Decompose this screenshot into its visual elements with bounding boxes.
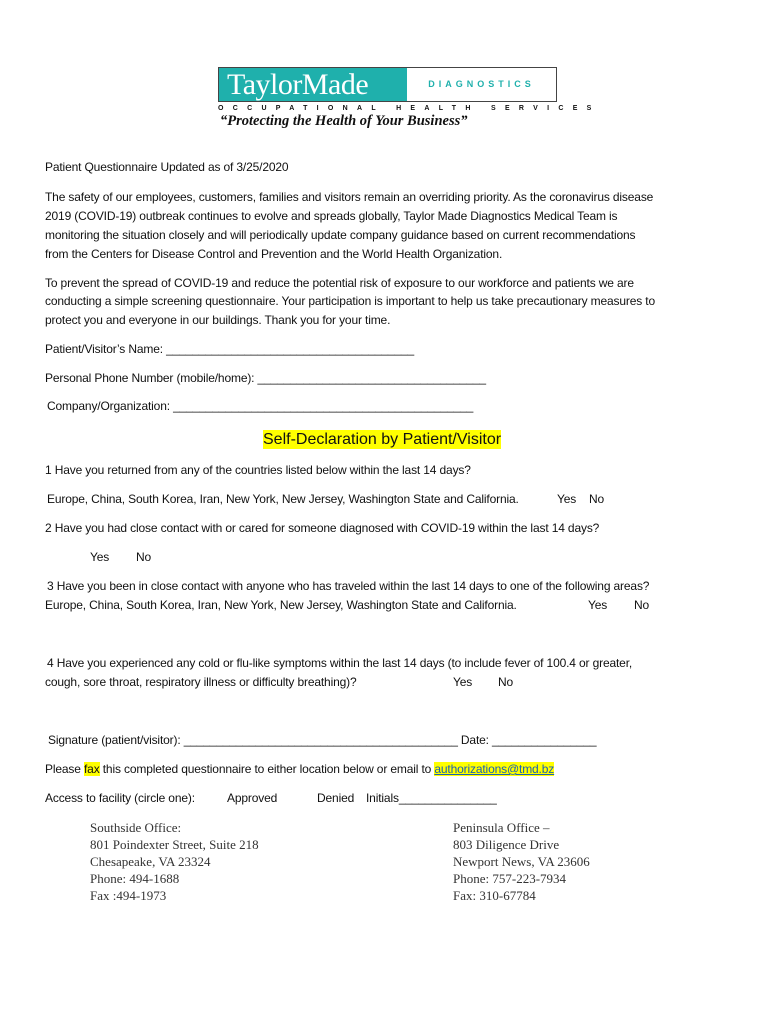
q1-no[interactable]: No [589,492,605,506]
q4-no[interactable]: No [498,675,514,689]
q4-yes[interactable]: Yes [453,675,473,689]
company-field[interactable]: Company/Organization: ______________________________________________ [47,399,474,413]
name-field[interactable]: Patient/Visitor’s Name: ______________________________________ [45,342,415,356]
intro-line: The safety of our employees, customers, families and visitors remain an overriding priority. As the coronavirus disease [45,190,654,204]
signature-field[interactable]: Signature (patient/visitor): __________________________________________ Date: ________________ [48,733,597,747]
purpose-line: To prevent the spread of COVID-19 and reduce the potential risk of exposure to our workforce and patients we are [45,276,634,290]
question-3-detail: Europe, China, South Korea, Iran, New York, New Jersey, Washington State and California. [45,598,517,612]
updated-date: Patient Questionnaire Updated as of 3/25/2020 [45,160,289,174]
logo-brand: TaylorMade [219,68,407,101]
question-1: 1 Have you returned from any of the countries listed below within the last 14 days? [45,463,471,477]
q1-yes[interactable]: Yes [557,492,577,506]
intro-line: monitoring the situation closely and will periodically update company guidance based on current recommendations [45,228,636,242]
office-line: Southside Office: [90,820,182,835]
company-logo [218,67,601,130]
logo-diagnostics: DIAGNOSTICS [428,79,535,89]
office-line: Peninsula Office – [453,820,550,835]
office-line: Newport News, VA 23606 [453,854,590,869]
access-denied[interactable]: Denied [317,791,355,805]
q3-yes[interactable]: Yes [588,598,608,612]
office-line: Chesapeake, VA 23324 [90,854,211,869]
intro-line: 2019 (COVID-19) outbreak continues to evolve and spreads globally, Taylor Made Diagnostics Medical Team is [45,209,618,223]
fax-instructions [45,761,554,777]
fax-pre: Please [45,762,84,776]
phone-field[interactable]: Personal Phone Number (mobile/home): ___________________________________ [45,371,486,385]
office-line: Phone: 494-1688 [90,871,180,886]
access-label: Access to facility (circle one): [45,791,195,805]
fax-mid: this completed questionnaire to either location below or email to [99,762,435,776]
q2-yes[interactable]: Yes [90,550,110,564]
fax-highlight: fax [83,762,100,776]
office-line: Fax: 310-67784 [453,888,536,903]
intro-line: from the Centers for Disease Control and Prevention and the World Health Organization. [45,247,503,261]
purpose-line: conducting a simple screening questionnaire. Your participation is important to help us take precautionary measures to [45,294,655,308]
southside-office [90,819,259,904]
question-2: 2 Have you had close contact with or cared for someone diagnosed with COVID-19 within the last 14 days? [45,521,600,535]
office-line: 801 Poindexter Street, Suite 218 [90,837,259,852]
q3-no[interactable]: No [634,598,650,612]
question-3: 3 Have you been in close contact with anyone who has traveled within the last 14 days to one of the following areas? [47,579,650,593]
office-line: Fax :494-1973 [90,888,167,903]
question-4-detail: cough, sore throat, respiratory illness or difficulty breathing)? [45,675,357,689]
logo-tagline: “Protecting the Health of Your Business” [220,113,468,129]
question-1-detail: Europe, China, South Korea, Iran, New York, New Jersey, Washington State and California. [47,492,519,506]
office-line: Phone: 757-223-7934 [453,871,567,886]
q2-no[interactable]: No [136,550,152,564]
access-approved[interactable]: Approved [227,791,278,805]
purpose-line: protect you and everyone in our buildings. Thank you for your time. [45,313,391,327]
section-heading: Self-Declaration by Patient/Visitor [263,431,502,448]
peninsula-office [453,819,590,904]
question-4: 4 Have you experienced any cold or flu-like symptoms within the last 14 days (to include fever of 100.4 or greater, [47,656,633,670]
logo-subtitle: OCCUPATIONAL HEALTH SERVICES [218,105,601,112]
office-line: 803 Diligence Drive [453,837,560,852]
email-link[interactable]: authorizations@tmd.bz [434,762,555,776]
initials-field[interactable]: Initials_______________ [366,791,497,805]
